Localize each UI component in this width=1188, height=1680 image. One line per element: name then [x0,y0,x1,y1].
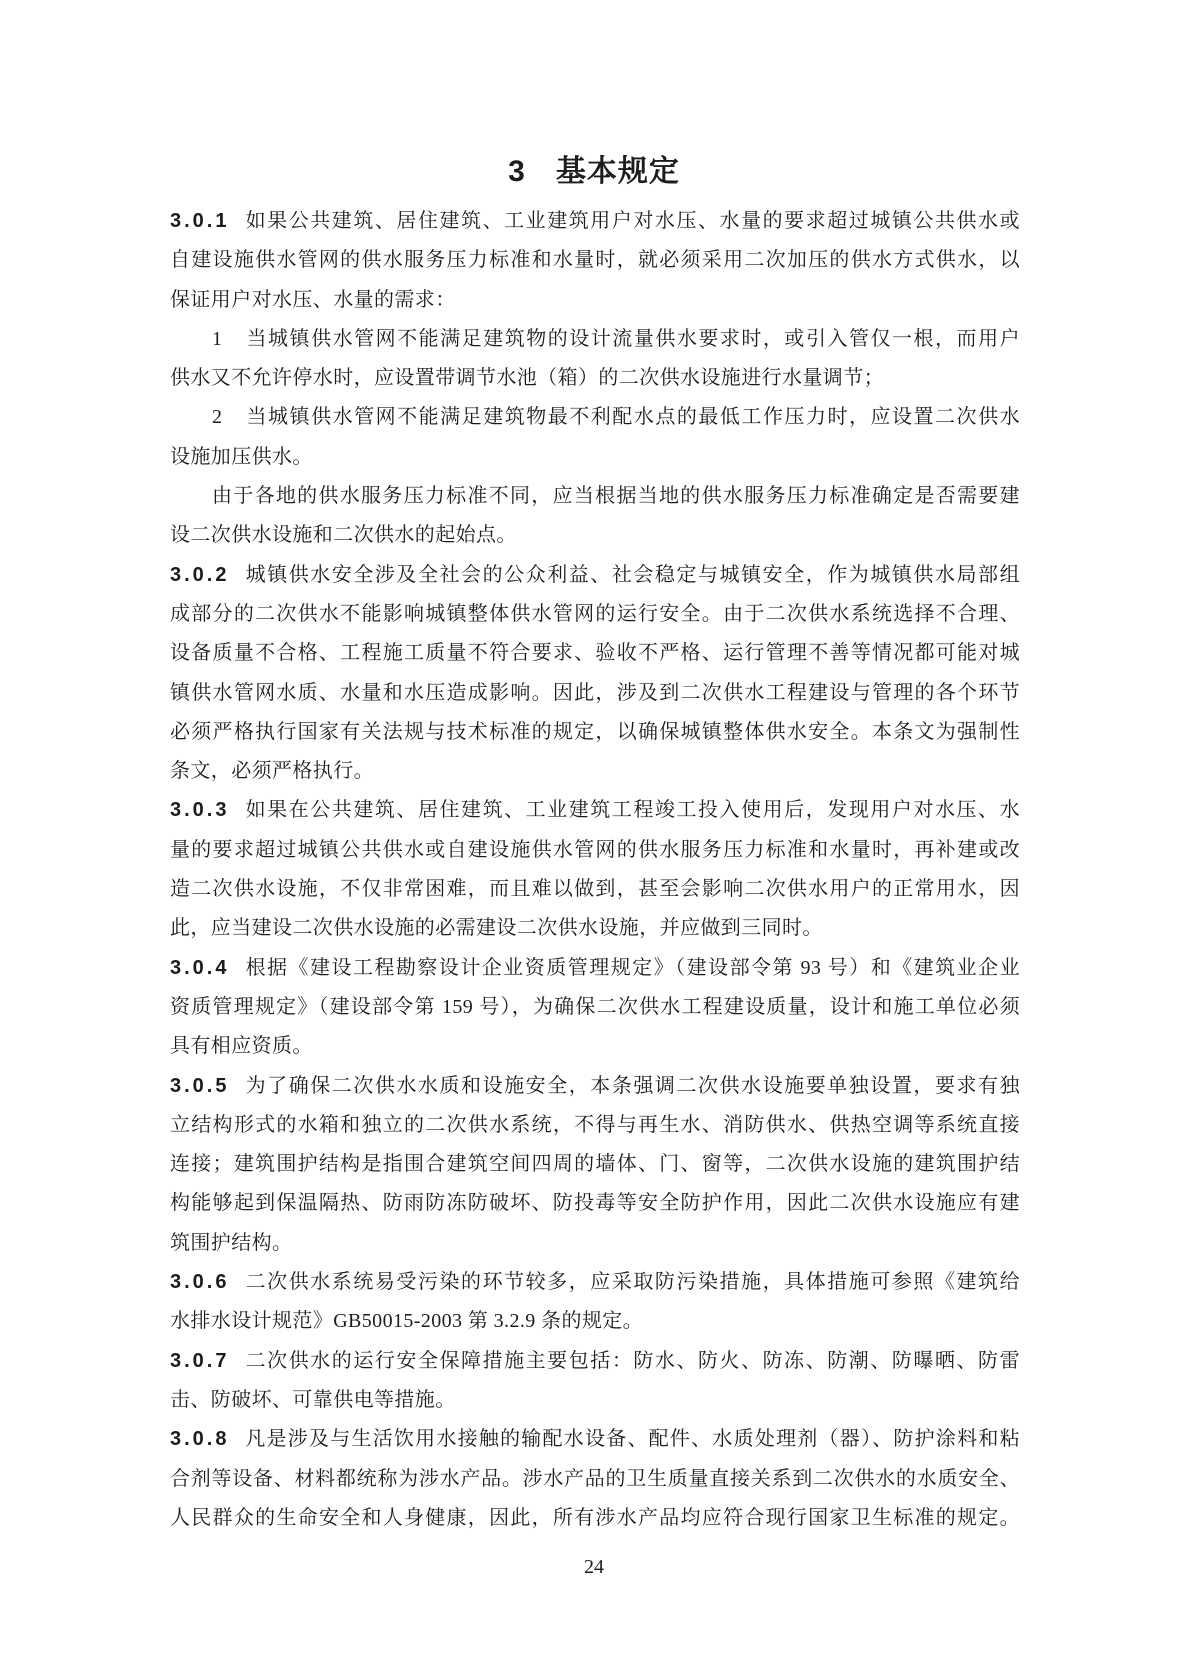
line-text: 当城镇供水管网不能满足建筑物最不利配水点的最低工作压力时，应设置二次供水 [245,406,1020,429]
line-text: 镇供水管网水质、水量和水压造成影响。因此，涉及到二次供水工程建设与管理的各个环节 [170,681,1020,704]
clause-number: 3.0.8 [170,1428,230,1451]
line-text: 合剂等设备、材料都统称为涉水产品。涉水产品的卫生质量直接关系到二次供水的水质安全、 [170,1467,1020,1490]
line-text: 凡是涉及与生活饮用水接触的输配水设备、配件、水质处理剂（器）、防护涂料和粘 [244,1428,1020,1451]
text-line [170,752,1020,791]
text-line [170,516,1020,555]
line-text: 二次供水系统易受污染的环节较多，应采取防污染措施，具体措施可参照《建筑给 [244,1271,1020,1294]
text-lines [170,202,1020,1538]
line-text: 水排水设计规范》GB50015-2003 第 3.2.9 条的规定。 [170,1310,644,1333]
line-text: 城镇供水安全涉及全社会的公众利益、社会稳定与城镇安全，作为城镇供水局部组 [244,563,1020,586]
line-text: 必须严格执行国家有关法规与技术标准的规定，以确保城镇整体供水安全。本条文为强制性 [170,720,1020,743]
text-line [170,1027,1020,1066]
clause-number: 3.0.3 [170,799,230,822]
clause-number: 3.0.1 [170,210,230,232]
text-line [170,1381,1020,1420]
line-text: 设二次供水设施和二次供水的起始点。 [170,524,517,547]
item-number: 2 [212,406,223,429]
line-text: 设备质量不合格、工程施工质量不符合要求、验收不严格、运行管理不善等情况都可能对城 [170,642,1020,665]
chapter-number: 3 [508,155,526,188]
clause-number: 3.0.7 [170,1349,230,1372]
text-line [170,1460,1020,1499]
text-line [170,281,1020,320]
line-text: 为了确保二次供水水质和设施安全，本条强调二次供水设施要单独设置，要求有独 [244,1074,1020,1097]
text-line [170,634,1020,673]
item-number: 1 [212,327,223,350]
text-line [170,398,1020,437]
text-line [170,1499,1020,1538]
text-line [170,1067,1020,1106]
line-text: 如果公共建筑、居住建筑、工业建筑用户对水压、水量的要求超过城镇公共供水或 [244,210,1020,232]
text-line [170,477,1020,516]
line-text: 根据《建设工程勘察设计企业资质管理规定》（建设部令第 93 号）和《建筑业企业 [244,956,1020,979]
line-text: 由于各地的供水服务压力标准不同，应当根据当地的供水服务压力标准确定是否需要建 [212,485,1020,508]
page-number: 24 [584,1556,604,1578]
line-text: 条文，必须严格执行。 [170,760,374,783]
text-line [170,438,1020,477]
line-text: 立结构形式的水箱和独立的二次供水系统，不得与再生水、消防供水、供热空调等系统直接 [170,1113,1020,1136]
text-line [170,713,1020,752]
chapter-title [0,146,1188,190]
line-text: 当城镇供水管网不能满足建筑物的设计流量供水要求时，或引入管仅一根，而用户 [245,327,1020,350]
line-text: 二次供水的运行安全保障措施主要包括：防水、防火、防冻、防潮、防曝晒、防雷 [244,1349,1020,1372]
line-text: 供水又不允许停水时，应设置带调节水池（箱）的二次供水设施进行水量调节； [170,367,884,390]
clause-number: 3.0.2 [170,563,230,586]
line-text: 构能够起到保温隔热、防雨防冻防破坏、防投毒等安全防护作用，因此二次供水设施应有建 [170,1192,1020,1215]
text-line [170,1145,1020,1184]
text-line [170,988,1020,1027]
line-text: 连接；建筑围护结构是指围合建筑空间四周的墙体、门、窗等，二次供水设施的建筑围护结 [170,1153,1020,1176]
chapter-title-text: 基本规定 [555,155,680,188]
line-text: 如果在公共建筑、居住建筑、工业建筑工程竣工投入使用后，发现用户对水压、水 [244,799,1020,822]
text-line [170,909,1020,948]
line-text: 资质管理规定》（建设部令第 159 号），为确保二次供水工程建设质量，设计和施工单位必须 [170,995,1020,1018]
text-line [170,831,1020,870]
text-line [170,1420,1020,1459]
line-text: 造二次供水设施，不仅非常困难，而且难以做到，甚至会影响二次供水用户的正常用水，因 [170,878,1020,901]
clause-number: 3.0.4 [170,956,230,979]
line-text: 成部分的二次供水不能影响城镇整体供水管网的运行安全。由于二次供水系统选择不合理、 [170,602,1020,625]
line-text: 人民群众的生命安全和人身健康，因此，所有涉水产品均应符合现行国家卫生标准的规定。 [170,1506,1020,1529]
text-line [170,674,1020,713]
text-line [170,241,1020,280]
clause-number: 3.0.5 [170,1074,230,1097]
text-line [170,556,1020,595]
text-line [170,791,1020,830]
text-line [170,1263,1020,1302]
line-text: 保证用户对水压、水量的需求： [170,288,456,311]
line-text: 此，应当建设二次供水设施的必需建设二次供水设施，并应做到三同时。 [170,917,823,940]
text-line [170,1342,1020,1381]
text-line [170,1184,1020,1223]
line-text: 量的要求超过城镇公共供水或自建设施供水管网的供水服务压力标准和水量时，再补建或改 [170,838,1020,861]
text-line [170,320,1020,359]
text-line [170,1302,1020,1341]
text-line [170,1106,1020,1145]
text-line [170,595,1020,634]
line-text: 筑围护结构。 [170,1231,293,1254]
text-line [170,870,1020,909]
line-text: 自建设施供水管网的供水服务压力标准和水量时，就必须采用二次加压的供水方式供水，以 [170,249,1020,272]
text-line [170,202,1020,241]
clause-number: 3.0.6 [170,1271,230,1294]
text-line [170,1224,1020,1263]
line-text: 击、防破坏、可靠供电等措施。 [170,1388,456,1411]
line-text: 设施加压供水。 [170,445,313,468]
text-line [170,949,1020,988]
line-text: 具有相应资质。 [170,1035,313,1058]
text-line [170,359,1020,398]
